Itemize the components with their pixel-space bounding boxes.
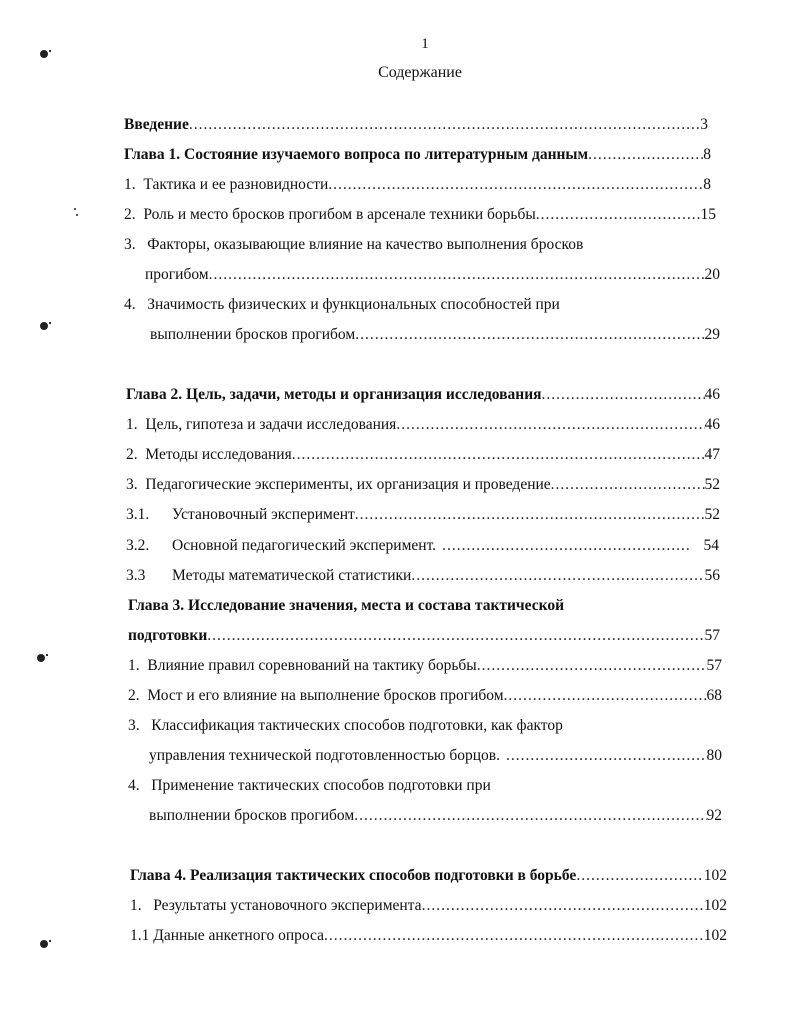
toc-leader-dots [542, 385, 705, 405]
toc-entry-page: 102 [703, 897, 727, 914]
toc-leader-dots [422, 896, 704, 916]
toc-entry-text: Классификация тактических способов подготовки, как фактор [151, 717, 563, 734]
toc-entry-text: Цель, гипотеза и задачи исследования [145, 416, 397, 433]
toc-leader-dots [396, 415, 704, 435]
toc-entry-text: Тактика и ее разновидности [143, 176, 329, 193]
toc-entry-number: 3.3 [126, 567, 146, 584]
toc-leader-dots [477, 656, 707, 676]
toc-entry-text: Влияние правил соревнований на тактику борьбы [147, 657, 477, 674]
toc-leader-dots [576, 866, 703, 886]
toc-entry-4-1-1 [130, 926, 727, 946]
toc-entry-text: выполнении бросков прогибом [149, 807, 355, 824]
margin-mark-4 [40, 940, 48, 948]
toc-entry-page: 20 [704, 266, 720, 283]
toc-entry-text: выполнении бросков прогибом [150, 326, 356, 343]
toc-entry-page: 8 [703, 176, 711, 193]
toc-entry-number: 3.1. [126, 506, 150, 523]
toc-entry-1-2 [124, 205, 716, 225]
toc-entry-chapter-1 [124, 145, 711, 165]
toc-entry-chapter-4 [130, 866, 727, 886]
toc-entry-number: 3. [126, 476, 138, 493]
toc-leader-dots [506, 746, 707, 766]
toc-entry-text: Основной педагогический эксперимент. [172, 537, 437, 554]
toc-entry-text: Применение тактических способов подготовки при [151, 777, 491, 794]
toc-entry-number: 3. [124, 236, 136, 253]
toc-entry-2-3-1 [126, 505, 720, 525]
toc-entry-page: 3 [700, 116, 708, 133]
toc-entry-number: 1. [128, 657, 140, 674]
toc-leader-dots [207, 626, 704, 646]
toc-entry-1-4-line2 [150, 325, 720, 345]
toc-entry-2-3 [126, 475, 720, 495]
toc-entry-3-1 [128, 656, 722, 676]
toc-entry-1-1 [124, 175, 711, 195]
toc-entry-4-1 [130, 896, 727, 916]
toc-entry-text: Результаты установочного эксперимента [153, 897, 422, 914]
toc-entry-number: 4. [124, 296, 136, 313]
toc-leader-dots [355, 325, 704, 345]
toc-entry-text: Роль и место бросков прогибом в арсенале техники борьбы [143, 206, 536, 223]
toc-entry-page: 47 [704, 446, 720, 463]
toc-entry-3-4-line1 [128, 776, 491, 796]
toc-entry-1-3-line2 [145, 265, 720, 285]
toc-entry-2-2 [126, 445, 720, 465]
toc-entry-page: 102 [703, 927, 727, 944]
toc-entry-text: Факторы, оказывающие влияние на качество выполнения бросков [147, 236, 584, 253]
toc-entry-page: 46 [704, 416, 720, 433]
toc-entry-page: 54 [703, 537, 719, 554]
toc-entry-page: 8 [703, 146, 711, 163]
toc-entry-number: 1. [130, 897, 142, 914]
toc-entry-page: 29 [704, 326, 720, 343]
toc-entry-3-4-line2 [149, 806, 722, 826]
toc-leader-dots [189, 115, 700, 135]
toc-entry-page: 57 [706, 657, 722, 674]
toc-entry-text: Мост и его влияние на выполнение бросков прогибом [147, 687, 504, 704]
toc-leader-dots [354, 806, 706, 826]
toc-entry-text: Данные анкетного опроса [153, 927, 324, 944]
toc-entry-1-3-line1 [124, 235, 583, 255]
toc-entry-number: 1. [124, 176, 136, 193]
toc-leader-dots [442, 536, 691, 556]
toc-entry-intro [124, 115, 708, 135]
toc-entry-text: Глава 1. Состояние изучаемого вопроса по литературным данным [124, 146, 589, 163]
toc-leader-dots [324, 926, 704, 946]
toc-entry-2-3-2 [126, 536, 719, 556]
toc-entry-page: 102 [703, 867, 727, 884]
toc-leader-dots [504, 686, 707, 706]
toc-leader-dots [209, 265, 705, 285]
toc-entry-text: управления технической подготовленностью борцов. [149, 747, 500, 764]
margin-speck [76, 214, 78, 216]
toc-entry-page: 92 [706, 807, 722, 824]
toc-entry-number: 1.1 [130, 927, 150, 944]
toc-entry-number: 2. [124, 206, 136, 223]
toc-entry-text: прогибом [145, 266, 209, 283]
toc-entry-page: 57 [704, 627, 720, 644]
toc-leader-dots [292, 445, 705, 465]
toc-entry-number: 2. [126, 446, 138, 463]
toc-entry-number: 3.2. [126, 537, 150, 554]
toc-entry-page: 56 [704, 567, 720, 584]
toc-leader-dots [551, 475, 705, 495]
toc-entry-page: 80 [706, 747, 722, 764]
page-number: 1 [421, 36, 429, 52]
toc-entry-number: 4. [128, 777, 140, 794]
toc-entry-page: 46 [704, 386, 720, 403]
toc-entry-chapter-3-line1 [128, 596, 564, 616]
toc-entry-chapter-3-line2 [128, 626, 720, 646]
toc-entry-2-1 [126, 415, 720, 435]
toc-entry-chapter-2 [126, 385, 720, 405]
margin-mark-1 [40, 50, 48, 58]
toc-entry-3-3-line1 [128, 716, 563, 736]
toc-entry-text: Методы исследования [145, 446, 292, 463]
toc-entry-text: Установочный эксперимент [172, 506, 355, 523]
toc-entry-page: 52 [704, 506, 720, 523]
toc-entry-text: Глава 3. Исследование значения, места и состава тактической [128, 597, 565, 614]
toc-entry-number: 2. [128, 687, 140, 704]
toc-entry-text: Глава 2. Цель, задачи, методы и организация исследования [126, 386, 542, 403]
toc-entry-text: Методы математической статистики [172, 567, 412, 584]
toc-entry-page: 15 [700, 206, 716, 223]
toc-entry-3-3-line2 [149, 746, 722, 766]
toc-entry-text: Значимость физических и функциональных способностей при [147, 296, 560, 313]
margin-speck [74, 208, 76, 210]
toc-entry-text: Введение [124, 116, 189, 133]
toc-entry-text: Глава 4. Реализация тактических способов подготовки в борьбе [130, 867, 577, 884]
toc-entry-3-2 [128, 686, 722, 706]
toc-entry-page: 68 [706, 687, 722, 704]
toc-leader-dots [411, 566, 704, 586]
toc-entry-text: Педагогические эксперименты, их организация и проведение [145, 476, 551, 493]
page-title: Содержание [378, 64, 462, 81]
toc-leader-dots [588, 145, 703, 165]
toc-entry-2-3-3 [126, 566, 720, 586]
toc-entry-page: 52 [704, 476, 720, 493]
toc-entry-1-4-line1 [124, 295, 560, 315]
toc-entry-number: 3. [128, 717, 140, 734]
toc-leader-dots [355, 505, 705, 525]
margin-mark-2 [40, 322, 48, 330]
toc-leader-dots [328, 175, 703, 195]
toc-leader-dots [536, 205, 701, 225]
margin-mark-3 [37, 654, 45, 662]
toc-entry-number: 1. [126, 416, 138, 433]
toc-entry-text: подготовки [128, 627, 208, 644]
